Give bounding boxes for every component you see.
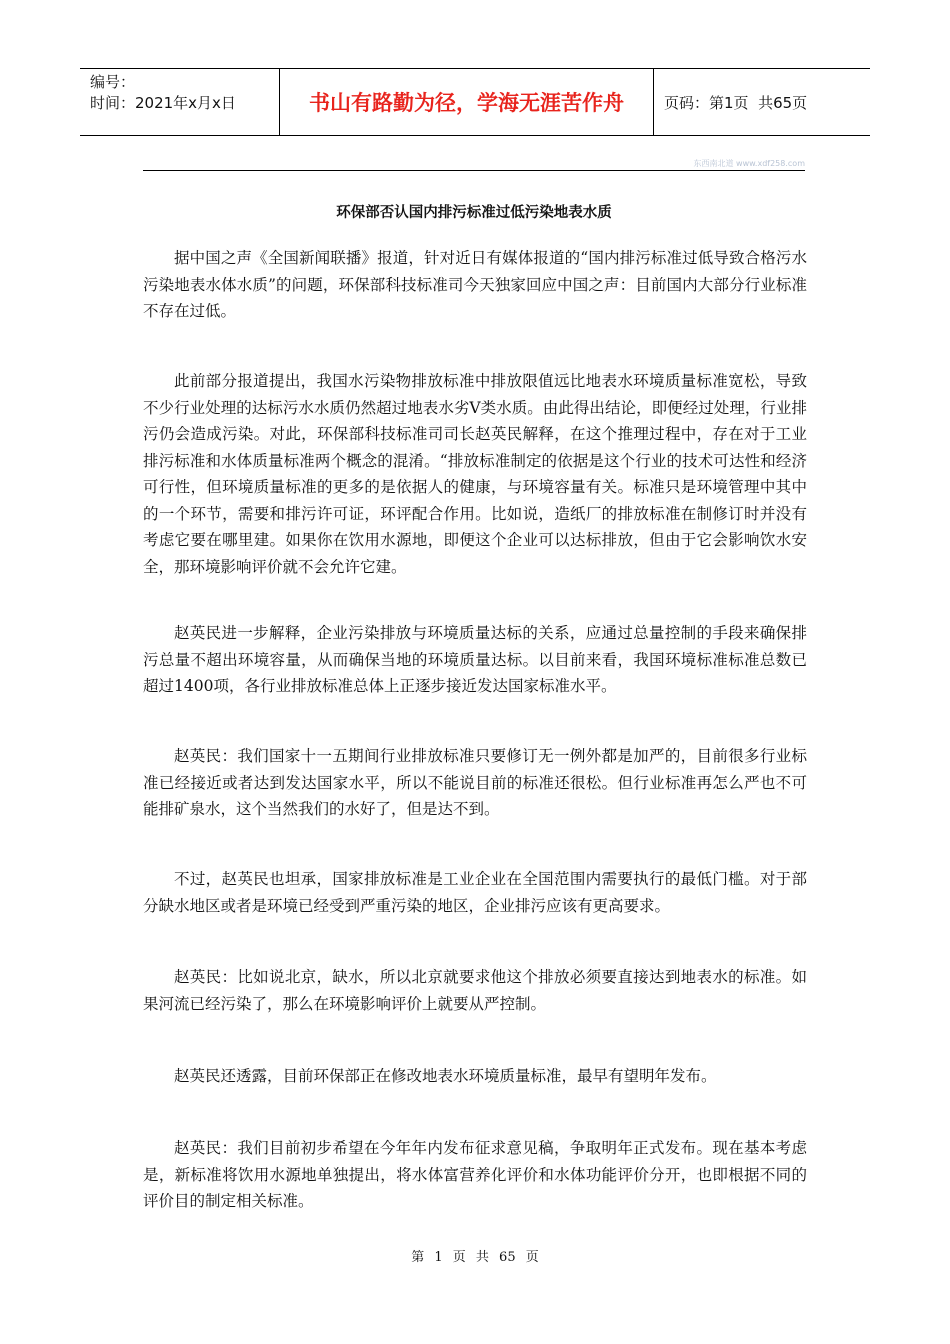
- header-page-cell: [654, 69, 870, 135]
- number-label: 编号：: [90, 73, 136, 91]
- page-footer: 第 1 页 共 65 页: [411, 1250, 539, 1265]
- paragraph: 赵英民进一步解释，企业污染排放与环境质量达标的关系，应通过总量控制的手段来确保排污总量不超出环境容量，从而确保当地的环境质量达标。以目前来看，我国环境标准标准总数已超过1400项，各行业排放标准总体上正逐步接近发达国家标准水平。: [143, 624, 807, 695]
- paragraph: 赵英民：比如说北京，缺水，所以北京就要求他这个排放必须要直接达到地表水的标准。如果河流已经污染了，那么在环境影响评价上就要从严控制。: [143, 968, 807, 1013]
- header-table: [80, 68, 870, 136]
- date-label: 时间：2021年x月x日: [90, 94, 236, 112]
- motto-text: 书山有路勤为径，学海无涯苦作舟: [309, 91, 624, 115]
- paragraph: 不过，赵英民也坦承，国家排放标准是工业企业在全国范围内需要执行的最低门槛。对于部分缺水地区或者是环境已经受到严重污染的地区，企业排污应该有更高要求。: [143, 870, 807, 915]
- header-rule: [143, 170, 805, 171]
- watermark: 东西南北道 www.xdf258.com: [693, 159, 805, 168]
- paragraph: 据中国之声《全国新闻联播》报道，针对近日有媒体报道的“国内排污标准过低导致合格污水污染地表水体水质”的问题，环保部科技标准司今天独家回应中国之声：目前国内大部分行业标准不存在过低。: [143, 249, 807, 320]
- header-meta-cell: [80, 69, 280, 135]
- paragraph: 赵英民：我们目前初步希望在今年年内发布征求意见稿，争取明年正式发布。现在基本考虑是，新标准将饮用水源地单独提出，将水体富营养化评价和水体功能评价分开，也即根据不同的评价目的制定相关标准。: [143, 1139, 807, 1210]
- paragraph: 赵英民：我们国家十一五期间行业排放标准只要修订无一例外都是加严的，目前很多行业标准已经接近或者达到发达国家水平，所以不能说目前的标准还很松。但行业标准再怎么严也不可能排矿泉水，这个当然我们的水好了，但是达不到。: [143, 747, 807, 818]
- page-info: 页码：第1页 共65页: [664, 93, 808, 112]
- paragraph: 赵英民还透露，目前环保部正在修改地表水环境质量标准，最早有望明年发布。: [174, 1067, 717, 1085]
- paragraph: 此前部分报道提出，我国水污染物排放标准中排放限值远比地表水环境质量标准宽松，导致不少行业处理的达标污水水质仍然超过地表水劣Ⅴ类水质。由此得出结论，即便经过处理，行业排污仍会造成污染。对此，环保部科技标准司司长赵英民解释，在这个推理过程中，存在对于工业排污标准和水体质量标准两个概念的混淆。“排放标准制定的依据是这个行业的技术可达性和经济可行性，但环境质量标准的更多的是依据人的健康，与环境容量有关。标准只是环境管理中其中的一个环节，需要和排污许可证，环评配合作用。比如说，造纸厂的排放标准在制修订时并没有考虑它要在哪里建。如果你在饮用水源地，即便这个企业可以达标排放，但由于它会影响饮水安全，那环境影响评价就不会允许它建。: [143, 372, 807, 576]
- header-motto-cell: [280, 69, 654, 135]
- document-title: 环保部否认国内排污标准过低污染地表水质: [336, 205, 612, 221]
